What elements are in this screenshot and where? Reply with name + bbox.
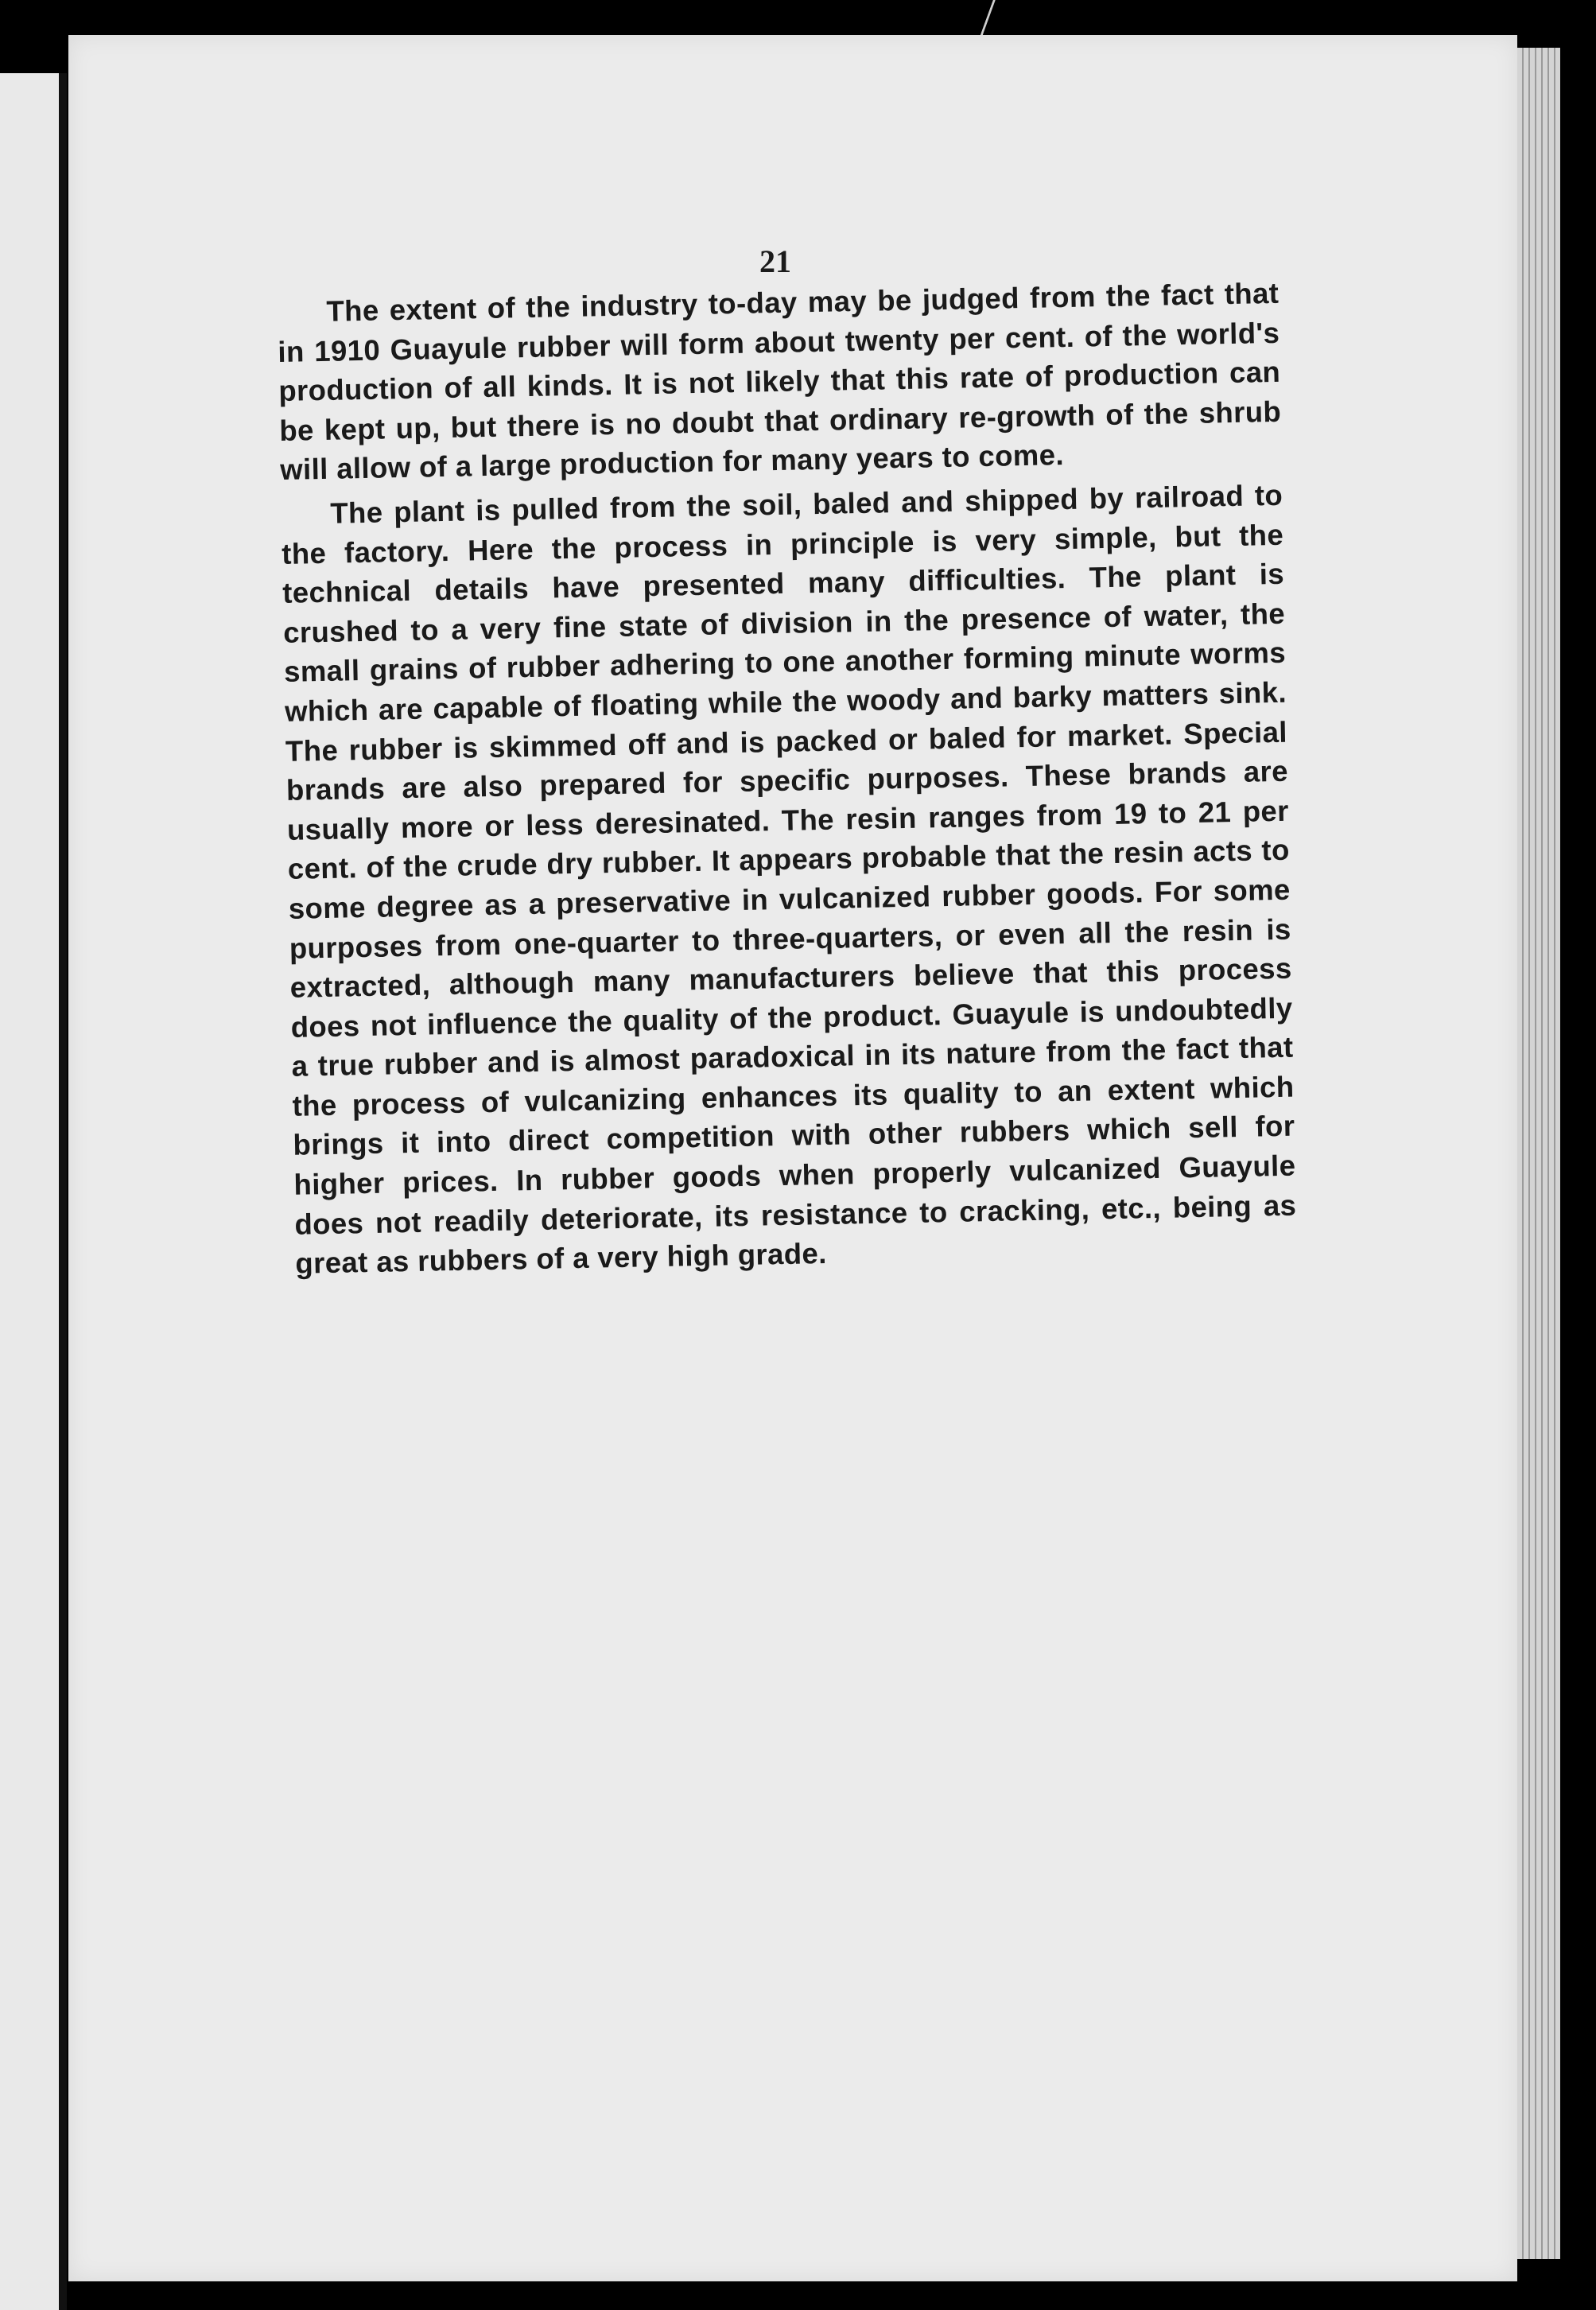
paragraph-industry-extent: The extent of the industry to-day may be judged from the fact that in 1910 Guayule rubber will form about twenty per cent. of the world's production of all kinds. It is not likely that this rate of production can be kept up, but there is no doubt that ordinary re-growth of the shrub will allow of a large production for many years to come.: [278, 276, 1282, 487]
book-spine: [59, 73, 67, 2310]
paragraph-process: The plant is pulled from the soil, baled and shipped by railroad to the factory. Here the process in principle is very simple, but the technical details have presented many difficulties. The plant is crushed to a very fine state of division in the presence of water, the small grains of rubber adhering to one another forming minute worms which are capable of floating while the woody and barky matters sink. The rubber is skimmed off and is packed or baled for market. Special brands are also prepared for specific purposes. These brands are usually more or less deresinated. The resin ranges from 19 to 21 per cent. of the crude dry rubber. It appears probable that the resin acts to some degree as a preservative in vulcanized rubber goods. For some purposes from one-quarter to three-quarters, or even all the resin is extracted, although many manufacturers believe that this process does not influence the quality of the product. Guayule is undoubtedly a true rubber and is almost paradoxical in its nature from the fact that the process of vulcanizing enhances its quality to an extent which brings it into direct competition with other rubbers which sell for higher prices. In rubber goods when properly vulcanized Guayule does not readily deteriorate, its resistance to cracking, etc., being as great as rubbers of a very high grade.: [281, 478, 1297, 1281]
body-text: [277, 274, 1298, 1284]
page-number: 21: [759, 243, 791, 279]
facing-page-edge: [0, 73, 64, 2310]
page-stack-edge: [1511, 48, 1560, 2259]
